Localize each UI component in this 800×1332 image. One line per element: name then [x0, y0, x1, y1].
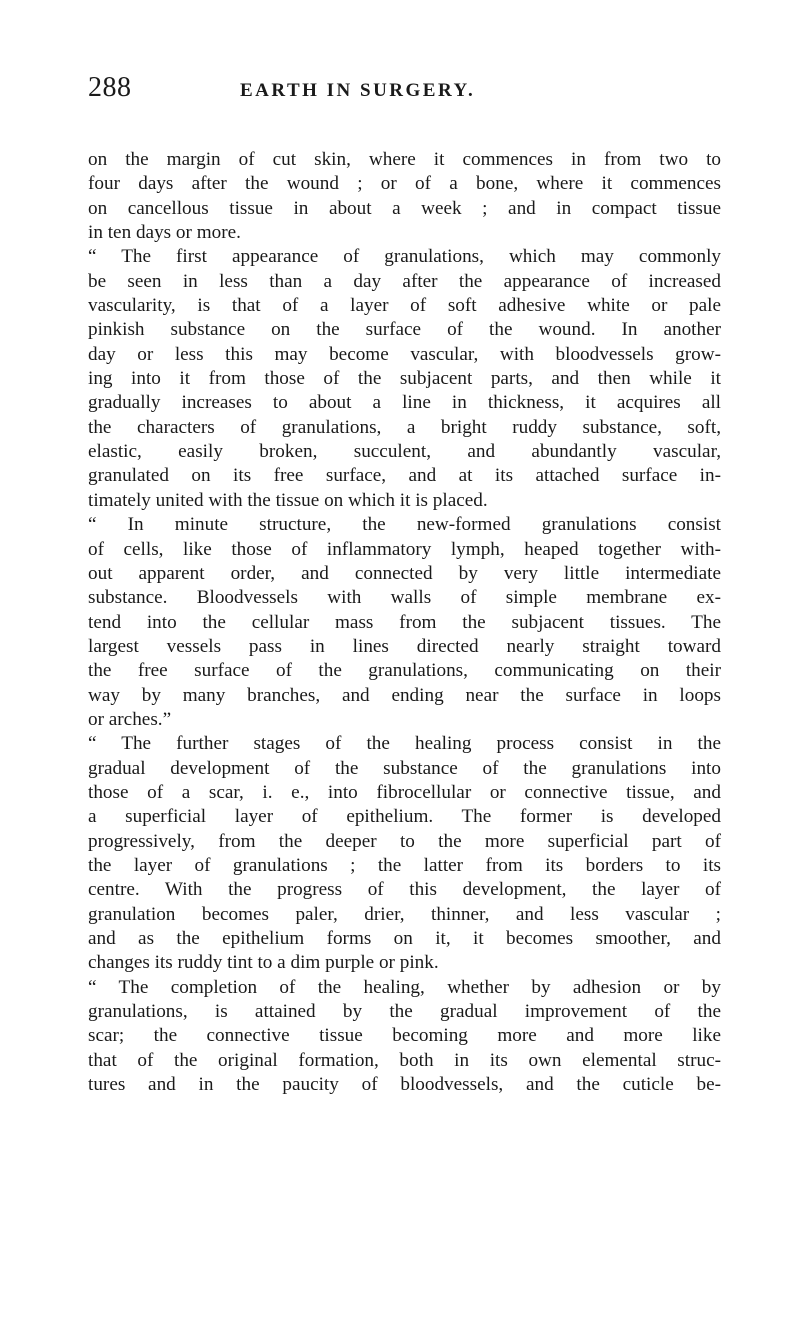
text-line: those of a scar, i. e., into fibrocellular or connective tissue, and: [88, 781, 721, 803]
text-line: that of the original formation, both in its own elemental struc-: [88, 1049, 721, 1071]
text-line: out apparent order, and connected by very little intermediate: [88, 562, 721, 584]
text-line: four days after the wound ; or of a bone, where it commences: [88, 173, 721, 195]
text-line: substance. Bloodvessels with walls of simple membrane ex-: [88, 587, 721, 609]
text-line: tend into the cellular mass from the subjacent tissues. The: [88, 611, 721, 633]
text-line: centre. With the progress of this development, the layer of: [88, 879, 721, 901]
text-line: timately united with the tissue on which it is placed.: [88, 489, 488, 511]
running-title: EARTH IN SURGERY.: [240, 80, 476, 101]
text-line: granulated on its free surface, and at its attached surface in-: [88, 465, 721, 487]
page-number: 288: [88, 72, 132, 103]
text-line: “ The first appearance of granulations, which may commonly: [88, 246, 721, 268]
text-line: “ The completion of the healing, whether by adhesion or by: [88, 976, 721, 998]
text-line: vascularity, is that of a layer of soft adhesive white or pale: [88, 295, 721, 317]
text-line: gradual development of the substance of the granulations into: [88, 757, 721, 779]
text-line: on the margin of cut skin, where it commences in from two to: [88, 149, 721, 170]
text-line: progressively, from the deeper to the more superficial part of: [88, 830, 721, 852]
text-line: be seen in less than a day after the appearance of increased: [88, 270, 721, 292]
text-line: ing into it from those of the subjacent parts, and then while it: [88, 368, 721, 390]
text-line: “ In minute structure, the new-formed granulations consist: [88, 514, 721, 536]
text-line: largest vessels pass in lines directed nearly straight toward: [88, 635, 721, 657]
text-line: tures and in the paucity of bloodvessels, and the cuticle be-: [88, 1074, 721, 1096]
text-line: pinkish substance on the surface of the wound. In another: [88, 319, 721, 341]
text-line: elastic, easily broken, succulent, and abundantly vascular,: [88, 441, 721, 463]
text-line: gradually increases to about a line in thickness, it acquires all: [88, 392, 721, 414]
text-line: granulation becomes paler, drier, thinner, and less vascular ;: [88, 903, 721, 925]
text-line: a superficial layer of epithelium. The former is developed: [88, 806, 721, 828]
text-line: day or less this may become vascular, with bloodvessels grow-: [88, 343, 721, 365]
text-line: in ten days or more.: [88, 222, 241, 244]
text-line: scar; the connective tissue becoming more and more like: [88, 1025, 721, 1047]
text-line: “ The further stages of the healing process consist in the: [88, 733, 721, 755]
text-line: the layer of granulations ; the latter from its borders to its: [88, 854, 721, 876]
text-line: way by many branches, and ending near the surface in loops: [88, 684, 721, 706]
text-line: on cancellous tissue in about a week ; and in compact tissue: [88, 197, 721, 219]
text-line: and as the epithelium forms on it, it becomes smoother, and: [88, 928, 721, 949]
body-text: [88, 148, 721, 1097]
text-line: the characters of granulations, a bright ruddy substance, soft,: [88, 416, 721, 438]
text-line: changes its ruddy tint to a dim purple or pink.: [88, 952, 439, 974]
text-line: or arches.”: [88, 708, 172, 730]
page-header: [88, 72, 728, 108]
text-line: of cells, like those of inflammatory lymph, heaped together with-: [88, 538, 721, 560]
text-line: the free surface of the granulations, communicating on their: [88, 660, 721, 682]
text-line: granulations, is attained by the gradual improvement of the: [88, 1001, 721, 1023]
